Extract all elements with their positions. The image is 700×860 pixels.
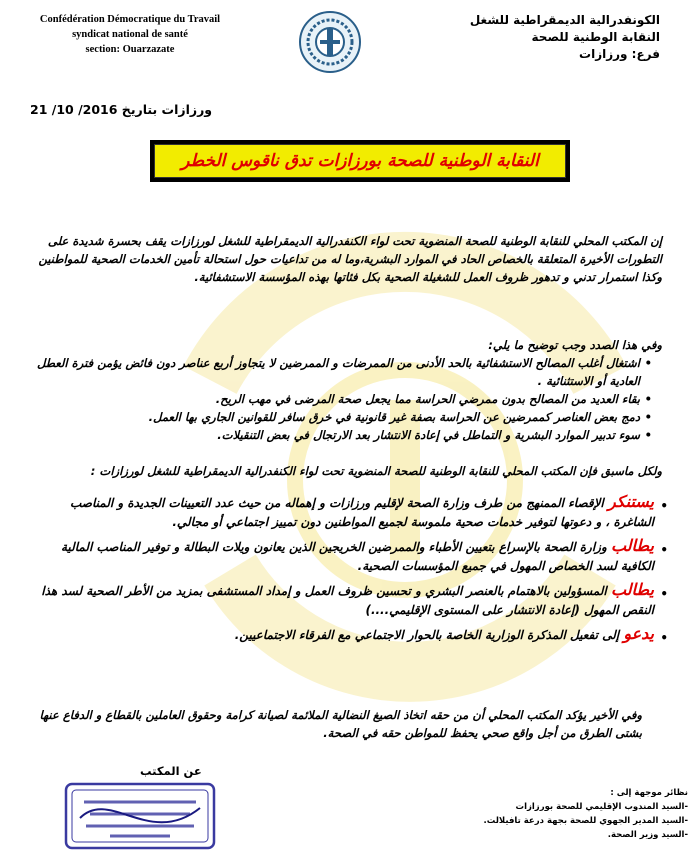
demand-keyword: يستنكر	[607, 492, 654, 511]
copies-item: -السيد وزير الصحة.	[607, 830, 688, 840]
list-item: • سوء تدبير الموارد البشرية و التماطل في إعادة الانتشار بعد الارتجال في بعض التنقيلات.	[32, 426, 652, 444]
stamp	[60, 778, 220, 856]
clarify-intro: وفي هذا الصدد وجب توضيح ما يلي:	[488, 338, 662, 352]
union-logo	[298, 10, 362, 74]
header-left	[30, 12, 230, 57]
header-left-line: syndicat national de santé	[72, 29, 188, 40]
date-line: ورزازات بتاريخ 2016/ 10/ 21	[30, 102, 213, 117]
transition-paragraph: ولكل ماسبق فإن المكتب المحلي للنقابة الوطنية للصحة المنضوية تحت لواء الكنفدرالية الديمقراطية للشغل لورزازات :	[90, 464, 662, 478]
demand-text: الإقصاء الممنهج من طرف وزارة الصحة لإقليم ورزازات و إهماله من حيث عدد التعيينات الجديدة و المناصب الشاغرة ، و دعوتها لتوفير خدمات صحية ملموسة لجميع المواطنين دون تمييز اجتماعي أو مجالي.	[70, 496, 654, 529]
demand-keyword: يدعو	[623, 624, 654, 643]
intro-paragraph: إن المكتب المحلي للنقابة الوطنية للصحة المنضوية تحت لواء الكنفدرالية الديمقراطية للشغل لورزازات يقف بحسرة شديدة على التطورات الأخيرة المتعلقة بالخصاص الحاد في الموارد البشرية،وما له من تداعيات حول استحالة تأمين الخدمات الصحية للمواطنين وكذا استمرار تدني و تدهور ظروف العمل للشغيلة الصحية بكل فئاتها بهذه المؤسسة الاستشفائية.	[38, 234, 662, 284]
demand-item: • يستنكر الإقصاء الممنهج من طرف وزارة الصحة لإقليم ورزازات و إهماله من حيث عدد التعيينات الجديدة و المناصب الشاغرة ، و دعوتها لتوفير خدمات صحية ملموسة لجميع المواطنين دون تمييز اجتماعي أو مجالي.	[70, 492, 668, 529]
demand-text: إلى تفعيل المذكرة الوزارية الخاصة بالحوار الاجتماعي مع الفرقاء الاجتماعيين.	[234, 628, 620, 642]
demand-item: • يدعو إلى تفعيل المذكرة الوزارية الخاصة بالحوار الاجتماعي مع الفرقاء الاجتماعيين.	[234, 624, 668, 645]
header-right-line: الكونفدرالية الديمقراطية للشغل	[469, 13, 660, 27]
header-right	[430, 12, 660, 63]
document-title: النقابة الوطنية للصحة بورزازات تدق ناقوس الخطر	[181, 151, 539, 171]
header-left-line: Confédération Démocratique du Travail	[39, 14, 221, 25]
signature-label: عن المكتب	[140, 764, 202, 778]
title-box	[150, 140, 570, 182]
demand-keyword: يطالب	[610, 580, 654, 599]
copies-block	[468, 786, 688, 842]
copies-heading: نظائر موجهة إلى :	[610, 788, 688, 798]
list-item: • بقاء العديد من المصالح بدون ممرضي الحراسة مما يجعل صحة المرضى في مهب الريح.	[32, 390, 652, 408]
demand-item: • يطالب المسؤولين بالاهتمام بالعنصر البشري و تحسين ظروف العمل و إمداد المستشفى بمزيد من الأطر الصحية لسد هذا النقص المهول (إعادة الانتشار على المستوى الإقليمي....)	[41, 580, 668, 617]
demand-item: • يطالب وزارة الصحة بالإسراع بتعيين الأطباء والممرضين الخريجين الذين يعانون ويلات البطالة و توفير المناصب المالية الكافية لسد الخصاص المهول في جميع المؤسسات الصحية.	[61, 536, 668, 573]
header-left-line: section: Ouarzazate	[85, 44, 175, 55]
header-right-line: فرع: ورزازات	[579, 47, 660, 61]
points-list	[32, 354, 652, 444]
demands-list	[32, 492, 668, 645]
demand-text: المسؤولين بالاهتمام بالعنصر البشري و تحسين ظروف العمل و إمداد المستشفى بمزيد من الأطر الصحية لسد هذا النقص المهول (إعادة الانتشار على المستوى الإقليمي....)	[41, 584, 654, 617]
demand-text: وزارة الصحة بالإسراع بتعيين الأطباء والممرضين الخريجين الذين يعانون ويلات البطالة و توفير المناصب المالية الكافية لسد الخصاص المهول في جميع المؤسسات الصحية.	[61, 540, 654, 573]
copies-item: -السيد المدير الجهوي للصحة بجهة درعة تافيلالت.	[483, 816, 688, 826]
list-item: • اشتغال أغلب المصالح الاستشفائية بالحد الأدنى من الممرضات و الممرضين لا يتجاوز أربع عناصر دون فائض يؤمن فترة العطل العادية أو الاستثنائية .	[32, 354, 652, 390]
demand-keyword: يطالب	[610, 536, 654, 555]
list-item: • دمج بعض العناصر كممرضين عن الحراسة بصفة غير قانونية في خرق سافر للقوانين الجاري بها العمل.	[32, 408, 652, 426]
copies-item: -السيد المندوب الإقليمي للصحة بورزازات	[515, 802, 688, 812]
header-right-line: النقابة الوطنية للصحة	[531, 30, 660, 44]
closing-paragraph: وفي الأخير يؤكد المكتب المحلي أن من حقه اتخاذ الصيغ النضالية الملائمة لصيانة كرامة وحقوق العاملين بالقطاع و الدفاع عنها بشتى الطرق من أجل واقع صحي يحفظ للمواطن حقه في الصحة.	[39, 708, 642, 740]
